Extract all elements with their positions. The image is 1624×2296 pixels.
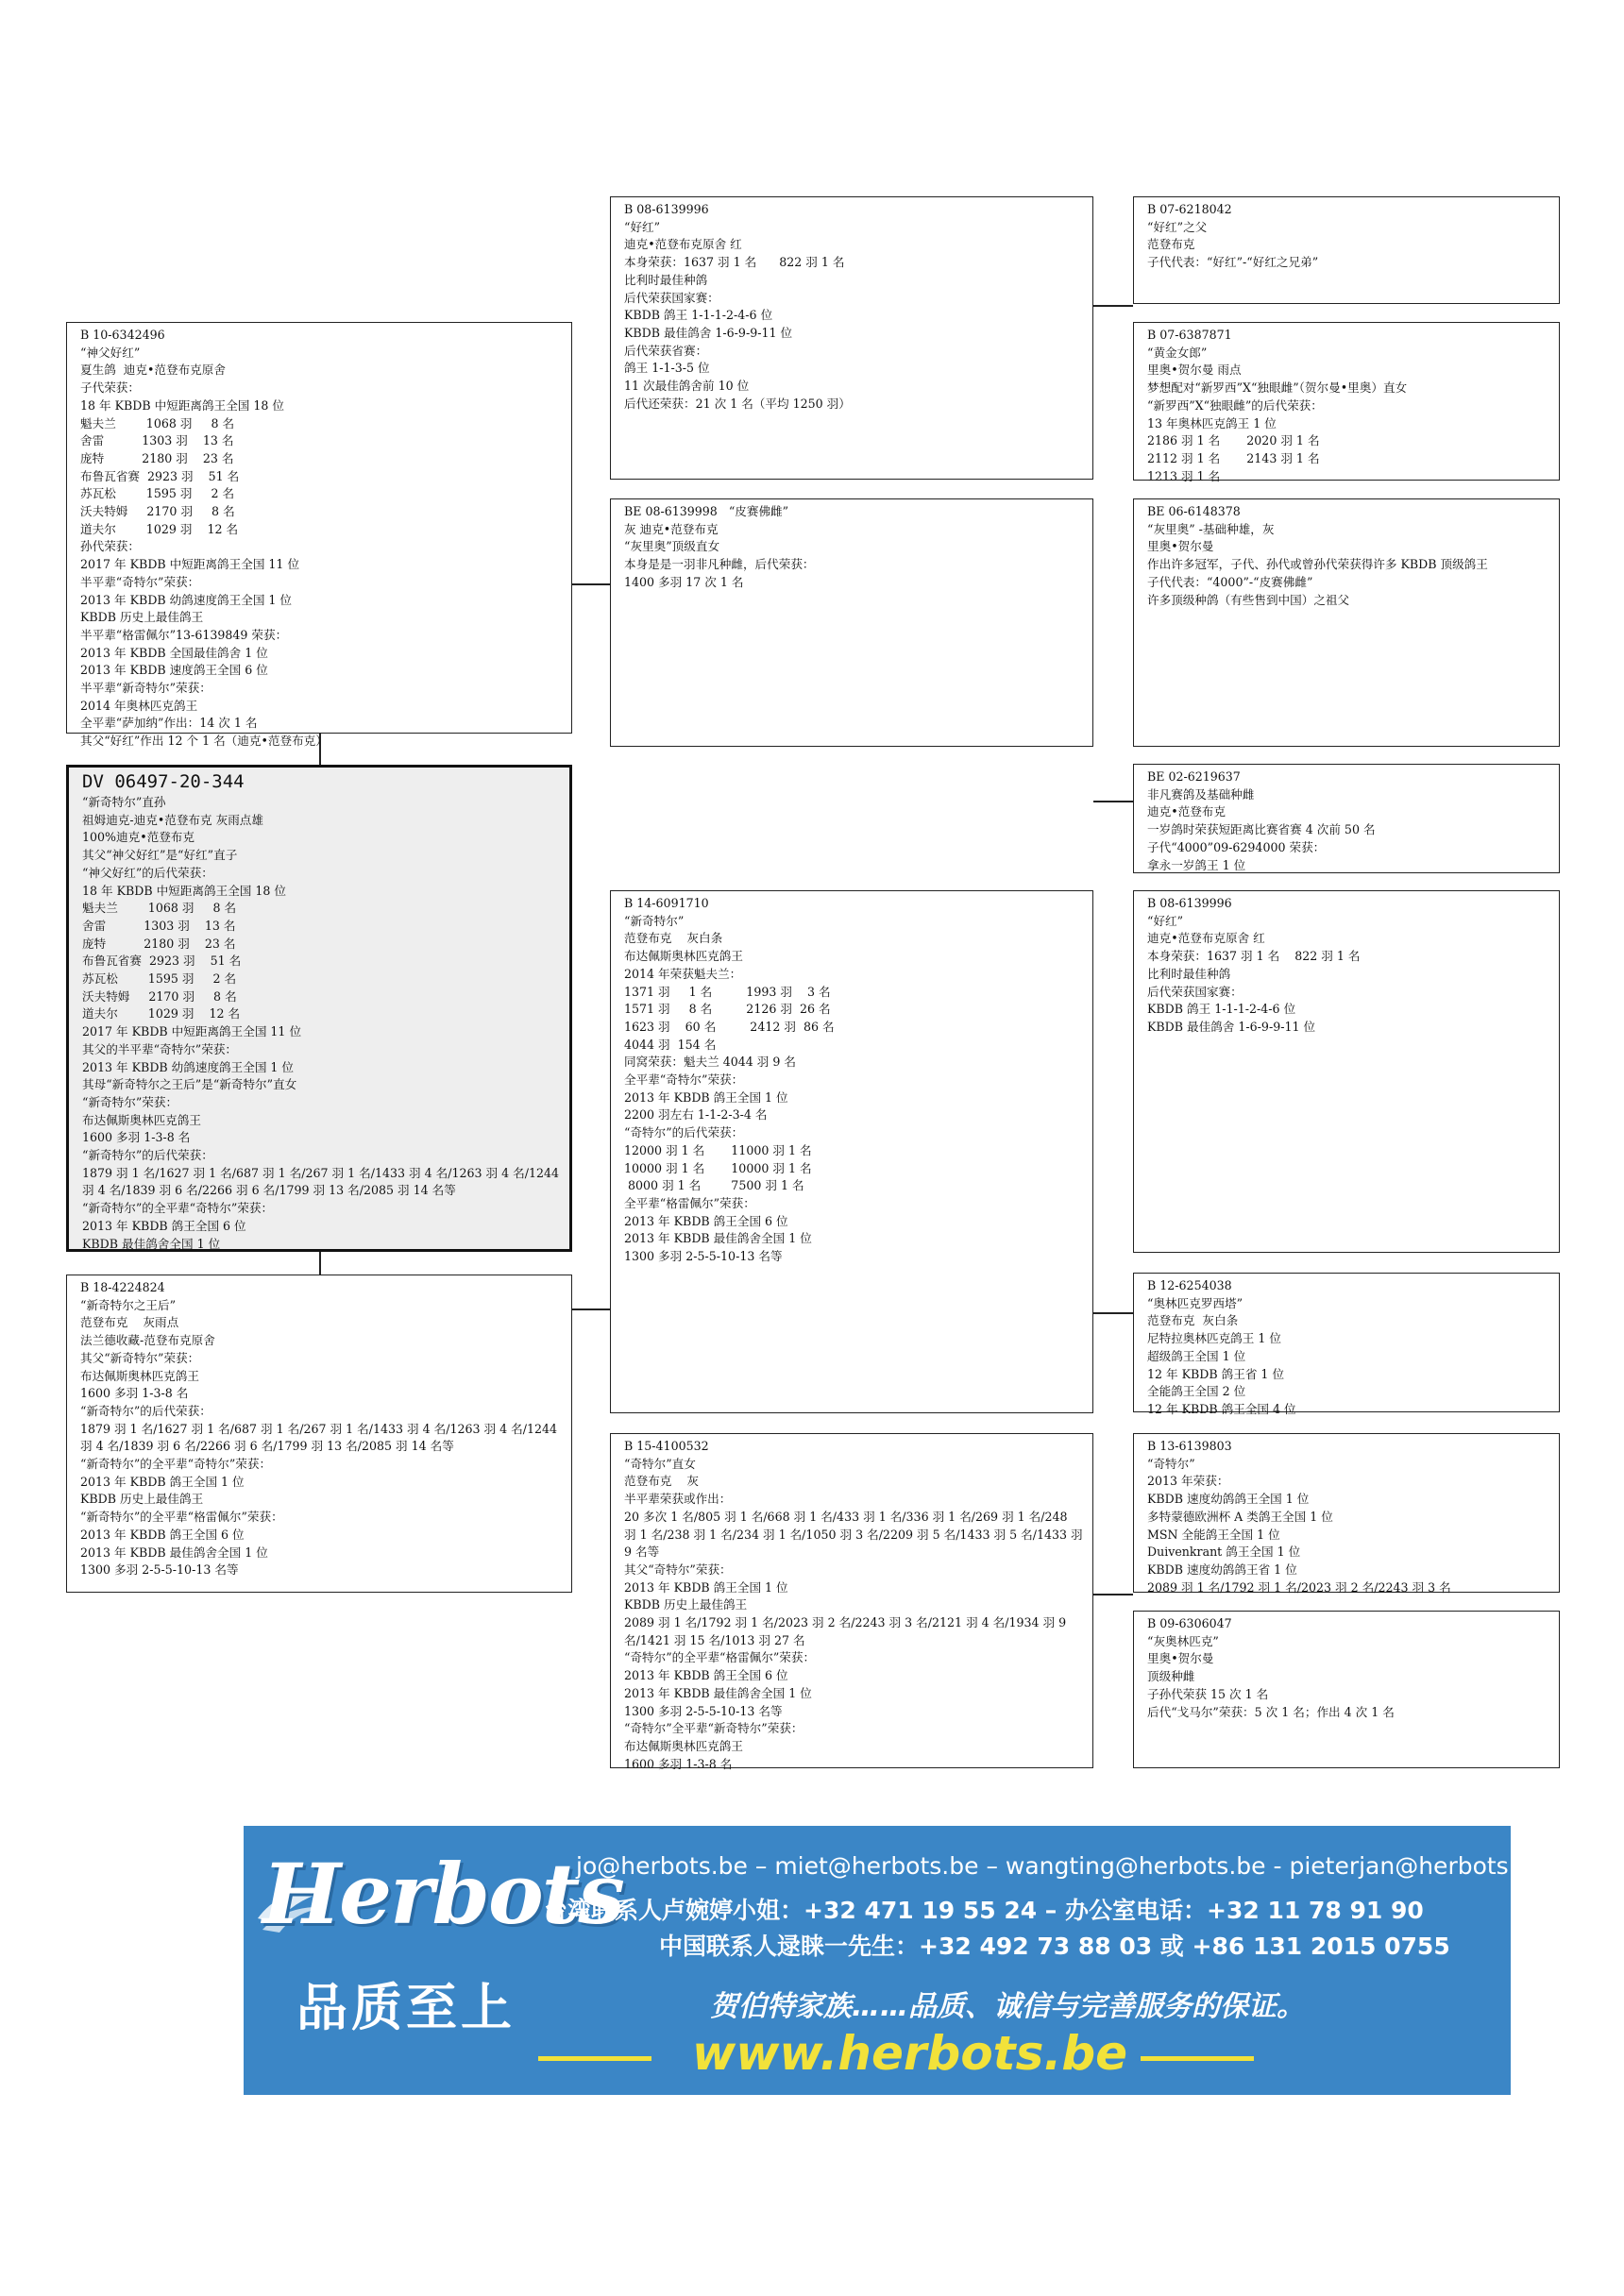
box-line: 2013 年 KBDB 鸽王全国 1 位 (80, 1474, 245, 1489)
ring-number: BE 08-6139998 “皮赛佛雌” (624, 504, 789, 518)
box-line: “黄金女郎” (1147, 345, 1208, 360)
subject-pigeon-box (66, 765, 572, 1252)
box-line: 2013 年 KBDB 鸽王全国 6 位 (80, 1527, 245, 1542)
box-line: 13 年奥林匹克鸽王 1 位 (1147, 415, 1277, 430)
box-line: 夏生鸽 迪克•范登布克原舍 (80, 363, 226, 378)
box-line: 全平辈“奇特尔”荣获： (624, 1072, 744, 1088)
box-line: “奇特尔”的全平辈“格雷佩尔”荣获： (624, 1650, 816, 1665)
box-line: 子代代表：“好红”-“好红之兄弟” (1147, 255, 1319, 270)
box-line: “好红” (624, 219, 661, 234)
box-line: 12000 羽 1 名 11000 羽 1 名 (624, 1142, 812, 1157)
box-line: 魁夫兰 1068 羽 8 名 (82, 901, 237, 916)
subject-ring-number: DV 06497-20-344 (82, 771, 245, 792)
box-line: 顶级种雌 (1147, 1669, 1195, 1684)
box-line: KBDB 速度幼鸽鸽王全国 1 位 (1147, 1492, 1310, 1507)
box-line: 2089 羽 1 名/1792 羽 1 名/2023 羽 2 名/2243 羽 3 名 (1147, 1579, 1451, 1595)
box-line: 2013 年荣获： (1147, 1474, 1229, 1489)
box-line: “新奇特尔”荣获： (82, 1094, 178, 1109)
box-line: KBDB 最佳鸽舍全国 1 位 (82, 1236, 221, 1251)
box-line: 2013 年 KBDB 全国最佳鸽舍 1 位 (80, 645, 268, 660)
pedigree-box-sire (66, 322, 572, 749)
box-line: “新奇特尔” (624, 913, 685, 928)
box-line: 2013 年 KBDB 速度鸽王全国 6 位 (80, 663, 268, 678)
box-line: 12 年 KBDB 鸽王全国 4 位 (1147, 1401, 1296, 1416)
box-line: 迪克•范登布克原舍 红 (624, 237, 742, 252)
box-line: 其父“神父好红”是“好红”直子 (82, 848, 238, 863)
box-line: 舍雷 1303 羽 13 名 (80, 433, 234, 448)
herbots-banner (244, 1826, 1546, 2095)
ring-number: B 10-6342496 (80, 328, 165, 342)
box-line: “新奇特尔”的全平辈“格雷佩尔”荣获： (80, 1510, 283, 1525)
box-line: “灰里奥”顶级直女 (624, 539, 720, 554)
box-line: KBDB 速度幼鸽鸽王省 1 位 (1147, 1562, 1297, 1577)
pedigree-box-gen4-6 (1133, 1273, 1560, 1416)
connector (1093, 305, 1133, 307)
box-line: 超级鸽王全国 1 位 (1147, 1348, 1246, 1363)
ring-number: B 08-6139996 (624, 202, 709, 216)
box-line: 1879 羽 1 名/1627 羽 1 名/687 羽 1 名/267 羽 1 名/1433 羽 4 名/1263 羽 4 名/1244 羽 4 名/1839 羽 6 名/2266 羽 6 名/1799 羽 13 名/2085 羽 14 名等 (80, 1421, 562, 1454)
box-line: 梦想配对“新罗西”X“独眼雌”（贺尔曼•里奥）直女 (1147, 380, 1408, 396)
box-line: 里奥•贺尔曼 (1147, 539, 1214, 554)
box-line: 1600 多羽 1-3-8 名 (624, 1756, 733, 1771)
box-line: 祖姆迪克-迪克•范登布克 灰雨点雄 (82, 812, 263, 827)
box-line: 子代“4000”09-6294000 荣获： (1147, 839, 1326, 854)
box-line: 子孙代荣获 15 次 1 名 (1147, 1686, 1269, 1701)
box-line: 迪克•范登布克 (1147, 804, 1226, 819)
box-line: MSN 全能鸽王全国 1 位 (1147, 1527, 1280, 1542)
box-line: 2013 年 KBDB 最佳鸽舍全国 1 位 (624, 1231, 812, 1246)
ring-number: BE 06-6148378 (1147, 504, 1241, 518)
website-link[interactable]: www.herbots.be (692, 2026, 1128, 2081)
box-line: 里奥•贺尔曼 雨点 (1147, 363, 1242, 378)
box-line: “好红” (1147, 913, 1184, 928)
box-line: 2013 年 KBDB 鸽王全国 1 位 (624, 1089, 788, 1105)
box-line: 1571 羽 8 名 2126 羽 26 名 (624, 1002, 831, 1017)
divider (538, 2056, 651, 2061)
connector (1093, 801, 1133, 802)
box-line: 沃夫特姆 2170 羽 8 名 (82, 988, 237, 1004)
box-line: 后代还荣获：21 次 1 名（平均 1250 羽） (624, 396, 851, 411)
box-line: “奇特尔” (1147, 1456, 1195, 1471)
box-line: 8000 羽 1 名 7500 羽 1 名 (624, 1178, 804, 1193)
box-line: 4044 羽 154 名 (624, 1037, 717, 1052)
pedigree-box-gen4-4 (1133, 764, 1560, 873)
ring-number: B 14-6091710 (624, 896, 709, 910)
box-line: 道夫尔 1029 羽 12 名 (80, 521, 239, 536)
box-line: “奥林匹克罗西塔” (1147, 1295, 1243, 1310)
box-line: 2017 年 KBDB 中短距离鸽王全国 11 位 (80, 557, 300, 572)
box-line: 多特蒙德欧洲杯 A 类鸽王全国 1 位 (1147, 1509, 1333, 1524)
box-line: 1600 多羽 1-3-8 名 (82, 1130, 191, 1145)
box-line: KBDB 鸽王 1-1-1-2-4-6 位 (1147, 1002, 1296, 1017)
box-line: 后代“戈马尔”荣获：5 次 1 名；作出 4 次 1 名 (1147, 1704, 1395, 1719)
box-line: “好红”之父 (1147, 219, 1208, 234)
box-line: KBDB 最佳鸽舍 1-6-9-9-11 位 (1147, 1019, 1316, 1034)
box-line: 同窝荣获：魁夫兰 4044 羽 9 名 (624, 1055, 797, 1070)
box-line: 其父“新奇特尔”荣获： (80, 1350, 200, 1365)
box-line: 苏瓦松 1595 羽 2 名 (80, 486, 235, 501)
box-line: 2186 羽 1 名 2020 羽 1 名 (1147, 433, 1320, 448)
pedigree-box-granddam-dam-side (610, 1433, 1093, 1771)
box-line: 1400 多羽 17 次 1 名 (624, 574, 744, 589)
box-line: “奇特尔”全平辈“新奇特尔”荣获： (624, 1721, 804, 1736)
ring-number: B 07-6387871 (1147, 328, 1232, 342)
box-text (624, 201, 1083, 413)
box-line: 100%迪克•范登布克 (82, 830, 195, 845)
box-line: 法兰德收藏-范登布克原舍 (80, 1333, 215, 1348)
pedigree-box-gen4-1 (1133, 196, 1560, 304)
box-line: 子代代表：“4000”-“皮赛佛雌” (1147, 574, 1313, 589)
box-line: 2014 年奥林匹克鸽王 (80, 698, 198, 713)
pedigree-box-gen4-2 (1133, 322, 1560, 481)
box-line: 后代荣获国家赛： (624, 290, 719, 305)
ring-number: B 09-6306047 (1147, 1616, 1232, 1630)
box-line: 本身荣获：1637 羽 1 名 822 羽 1 名 (624, 255, 845, 270)
pedigree-box-gen4-7 (1133, 1433, 1560, 1593)
box-line: 2013 年 KBDB 鸽王全国 6 位 (82, 1218, 246, 1233)
box-line: “灰里奥” -基础种雄，灰 (1147, 521, 1275, 536)
box-line: 后代荣获国家赛： (1147, 984, 1243, 999)
box-line: 18 年 KBDB 中短距离鸽王全国 18 位 (82, 883, 287, 898)
box-line: “新罗西”X“独眼雌”的后代荣获： (1147, 397, 1323, 413)
box-line: 1213 羽 1 名 (1147, 468, 1221, 483)
box-line: 1300 多羽 2-5-5-10-13 名等 (624, 1703, 783, 1718)
box-line: 布达佩斯奥林匹克鸽王 (624, 949, 743, 964)
box-line: 1300 多羽 2-5-5-10-13 名等 (80, 1562, 239, 1578)
connector (1093, 1312, 1133, 1314)
box-line: 2013 年 KBDB 鸽王全国 6 位 (624, 1213, 788, 1228)
box-line: 2013 年 KBDB 鸽王全国 1 位 (624, 1579, 788, 1595)
box-line: 半平辈“格雷佩尔”13-6139849 荣获： (80, 627, 288, 642)
box-line: 10000 羽 1 名 10000 羽 1 名 (624, 1160, 812, 1175)
box-line: “新奇特尔之王后” (80, 1297, 177, 1312)
box-line: 12 年 KBDB 鸽王省 1 位 (1147, 1366, 1285, 1381)
box-line: 其父“奇特尔”荣获： (624, 1562, 732, 1577)
box-line: 其父的半平辈“奇特尔”荣获： (82, 1041, 238, 1056)
ring-number: B 07-6218042 (1147, 202, 1232, 216)
pedigree-box-great-grandsire (610, 196, 1093, 480)
box-line: “奇特尔”直女 (624, 1456, 696, 1471)
box-line: “新奇特尔”的全平辈“奇特尔”荣获： (82, 1201, 274, 1216)
ring-number: BE 02-6219637 (1147, 769, 1241, 784)
box-line: 许多顶级种鸽（有些售到中国）之祖父 (1147, 592, 1350, 607)
box-line: 1879 羽 1 名/1627 羽 1 名/687 羽 1 名/267 羽 1 名/1433 羽 4 名/1263 羽 4 名/1244 羽 4 名/1839 羽 6 名/2266 羽 6 名/1799 羽 13 名/2085 羽 14 名等 (82, 1165, 564, 1198)
herbots-logo: Herbots (262, 1845, 623, 1943)
connector (319, 1252, 321, 1275)
pedigree-box-dam (66, 1275, 572, 1593)
box-line: “新奇特尔”的全平辈“奇特尔”荣获： (80, 1457, 272, 1472)
box-line: 其母“新奇特尔之王后”是“新奇特尔”直女 (82, 1077, 297, 1092)
box-line: “新奇特尔”的后代荣获： (80, 1403, 211, 1418)
box-line: 作出许多冠军，子代、孙代或曾孙代荣获得许多 KBDB 顶级鸽王 (1147, 557, 1488, 572)
box-line: 2089 羽 1 名/1792 羽 1 名/2023 羽 2 名/2243 羽 3 名/2121 羽 4 名/1934 羽 9 名/1421 羽 15 名/1013 羽 27 名 (624, 1615, 1071, 1647)
tagline: 贺伯特家族……品质、诚信与完善服务的保证。 (710, 1990, 1305, 2023)
divider (1141, 2056, 1254, 2061)
box-line: 一岁鸽时荣获短距离比赛省赛 4 次前 50 名 (1147, 822, 1376, 837)
box-line: 半平辈荣获或作出： (624, 1492, 732, 1507)
box-line: 半平辈“奇特尔”荣获： (80, 574, 200, 589)
box-line: 范登布克 灰白条 (1147, 1313, 1239, 1328)
box-line: 范登布克 灰白条 (624, 931, 723, 946)
box-line: 本身荣获：1637 羽 1 名 822 羽 1 名 (1147, 949, 1361, 964)
box-line: 舍雷 1303 羽 13 名 (82, 918, 236, 933)
box-line: “神父好红”的后代荣获： (82, 865, 213, 880)
box-line: 庞特 2180 羽 23 名 (80, 450, 234, 465)
china-contact: 中国联系人逯睐一先生：+32 492 73 88 03 或 +86 131 2015 0755 (659, 1933, 1450, 1960)
box-line: 布鲁瓦省赛 2923 羽 51 名 (82, 954, 242, 969)
box-line: 2013 年 KBDB 幼鸽速度鸽王全国 1 位 (80, 592, 293, 607)
ring-number: B 12-6254038 (1147, 1278, 1232, 1292)
box-line: 全平辈“萨加纳”作出：14 次 1 名 (80, 716, 258, 731)
box-line: 布达佩斯奥林匹克鸽王 (80, 1368, 199, 1383)
box-line: 2013 年 KBDB 最佳鸽舍全国 1 位 (624, 1685, 812, 1700)
pedigree-box-gen4-5 (1133, 890, 1560, 1253)
box-line: 2013 年 KBDB 最佳鸽舍全国 1 位 (80, 1545, 268, 1560)
box-line: 其父“好红”作出 12 个 1 名（迪克•范登布克） (80, 734, 328, 749)
box-line: 1371 羽 1 名 1993 羽 3 名 (624, 984, 831, 999)
ring-number: B 18-4224824 (80, 1280, 165, 1294)
box-line: KBDB 历史上最佳鸽王 (80, 610, 204, 625)
box-line: 1600 多羽 1-3-8 名 (80, 1386, 189, 1401)
box-line: 本身是是一羽非凡种雌，后代荣获： (624, 557, 815, 572)
box-line: “奇特尔”的后代荣获： (624, 1125, 744, 1140)
box-line: 2112 羽 1 名 2143 羽 1 名 (1147, 450, 1320, 465)
box-line: “灰奥林匹克” (1147, 1633, 1219, 1648)
box-line: 里奥•贺尔曼 (1147, 1651, 1214, 1666)
box-line: 魁夫兰 1068 羽 8 名 (80, 415, 235, 430)
box-line: 11 次最佳鸽舍前 10 位 (624, 379, 750, 394)
box-line: 灰 迪克•范登布克 (624, 521, 719, 536)
box-line: Duivenkrant 鸽王全国 1 位 (1147, 1545, 1301, 1560)
box-line: 孙代荣获： (80, 539, 140, 554)
pedigree-box-great-granddam (610, 498, 1093, 747)
box-line: 布鲁瓦省赛 2923 羽 51 名 (80, 468, 240, 483)
box-line: 18 年 KBDB 中短距离鸽王全国 18 位 (80, 397, 285, 413)
box-line: 布达佩斯奥林匹克鸽王 (82, 1112, 201, 1127)
box-line: 庞特 2180 羽 23 名 (82, 936, 236, 951)
box-line: 鸽王 1-1-3-5 位 (624, 361, 710, 376)
box-line: 非凡赛鸽及基础种雌 (1147, 786, 1255, 802)
box-line: 20 多次 1 名/805 羽 1 名/668 羽 1 名/433 羽 1 名/336 羽 1 名/269 羽 1 名/248 羽 1 名/238 羽 1 名/234 羽 1 名/1050 羽 3 名/2209 羽 5 名/1433 羽 5 名/1433 羽 9 名等 (624, 1509, 1087, 1560)
box-line: “神父好红” (80, 345, 141, 360)
box-line: 后代荣获省赛： (624, 343, 708, 358)
box-line: 2013 年 KBDB 幼鸽速度鸽王全国 1 位 (82, 1059, 295, 1074)
slogan: 品质至上 (296, 1978, 516, 2037)
contact-emails[interactable]: jo@herbots.be – miet@herbots.be – wangting@herbots.be - pieterjan@herbots.be (576, 1852, 1546, 1880)
box-line: 全平辈“格雷佩尔”荣获： (624, 1195, 755, 1210)
box-line: 范登布克 灰雨点 (80, 1315, 179, 1330)
box-line: 范登布克 灰 (624, 1474, 699, 1489)
connector (572, 583, 610, 585)
box-line: 道夫尔 1029 羽 12 名 (82, 1006, 241, 1021)
box-line: “新奇特尔”直孙 (82, 795, 166, 809)
pedigree-box-gen4-8 (1133, 1611, 1560, 1768)
box-line: 范登布克 (1147, 237, 1195, 252)
box-line: 2014 年荣获魁夫兰： (624, 966, 742, 981)
box-line: 比利时最佳种鸽 (1147, 966, 1231, 981)
box-line: KBDB 鸽王 1-1-1-2-4-6 位 (624, 308, 773, 323)
ring-number: B 08-6139996 (1147, 896, 1232, 910)
pedigree-box-grand-sire-dam-side (610, 890, 1093, 1413)
box-line: KBDB 历史上最佳鸽王 (80, 1492, 204, 1507)
pedigree-box-gen4-3 (1133, 498, 1560, 747)
box-line: 1623 羽 60 名 2412 羽 86 名 (624, 1019, 835, 1034)
box-line: 迪克•范登布克原舍 红 (1147, 931, 1265, 946)
box-line: 拿永一岁鸽王 1 位 (1147, 857, 1246, 872)
box-line: 2013 年 KBDB 鸽王全国 6 位 (624, 1668, 788, 1683)
connector (572, 1308, 610, 1310)
box-line: 2200 羽左右 1-1-2-3-4 名 (624, 1107, 768, 1123)
taiwan-contact: 台湾联系人卢婉婷小姐：+32 471 19 55 24 – 办公室电话：+32 11 78 91 90 (544, 1897, 1424, 1924)
box-line: 1300 多羽 2-5-5-10-13 名等 (624, 1249, 783, 1264)
box-line: 苏瓦松 1595 羽 2 名 (82, 971, 237, 987)
box-line: 子代荣获： (80, 380, 140, 396)
box-line: KBDB 最佳鸽舍 1-6-9-9-11 位 (624, 325, 793, 340)
box-line: KBDB 历史上最佳鸽王 (624, 1597, 748, 1612)
ring-number: B 13-6139803 (1147, 1439, 1232, 1453)
connector (1093, 1594, 1133, 1595)
ring-number: B 15-4100532 (624, 1439, 709, 1453)
box-line: 尼特拉奥林匹克鸽王 1 位 (1147, 1331, 1281, 1346)
box-line: 半平辈“新奇特尔”荣获： (80, 681, 211, 696)
box-line: 布达佩斯奥林匹克鸽王 (624, 1738, 743, 1753)
box-line: 沃夫特姆 2170 羽 8 名 (80, 504, 235, 519)
box-line: “新奇特尔”的后代荣获： (82, 1148, 213, 1163)
box-line: 2017 年 KBDB 中短距离鸽王全国 11 位 (82, 1024, 302, 1039)
box-line: 全能鸽王全国 2 位 (1147, 1384, 1246, 1399)
box-line: 比利时最佳种鸽 (624, 272, 708, 287)
